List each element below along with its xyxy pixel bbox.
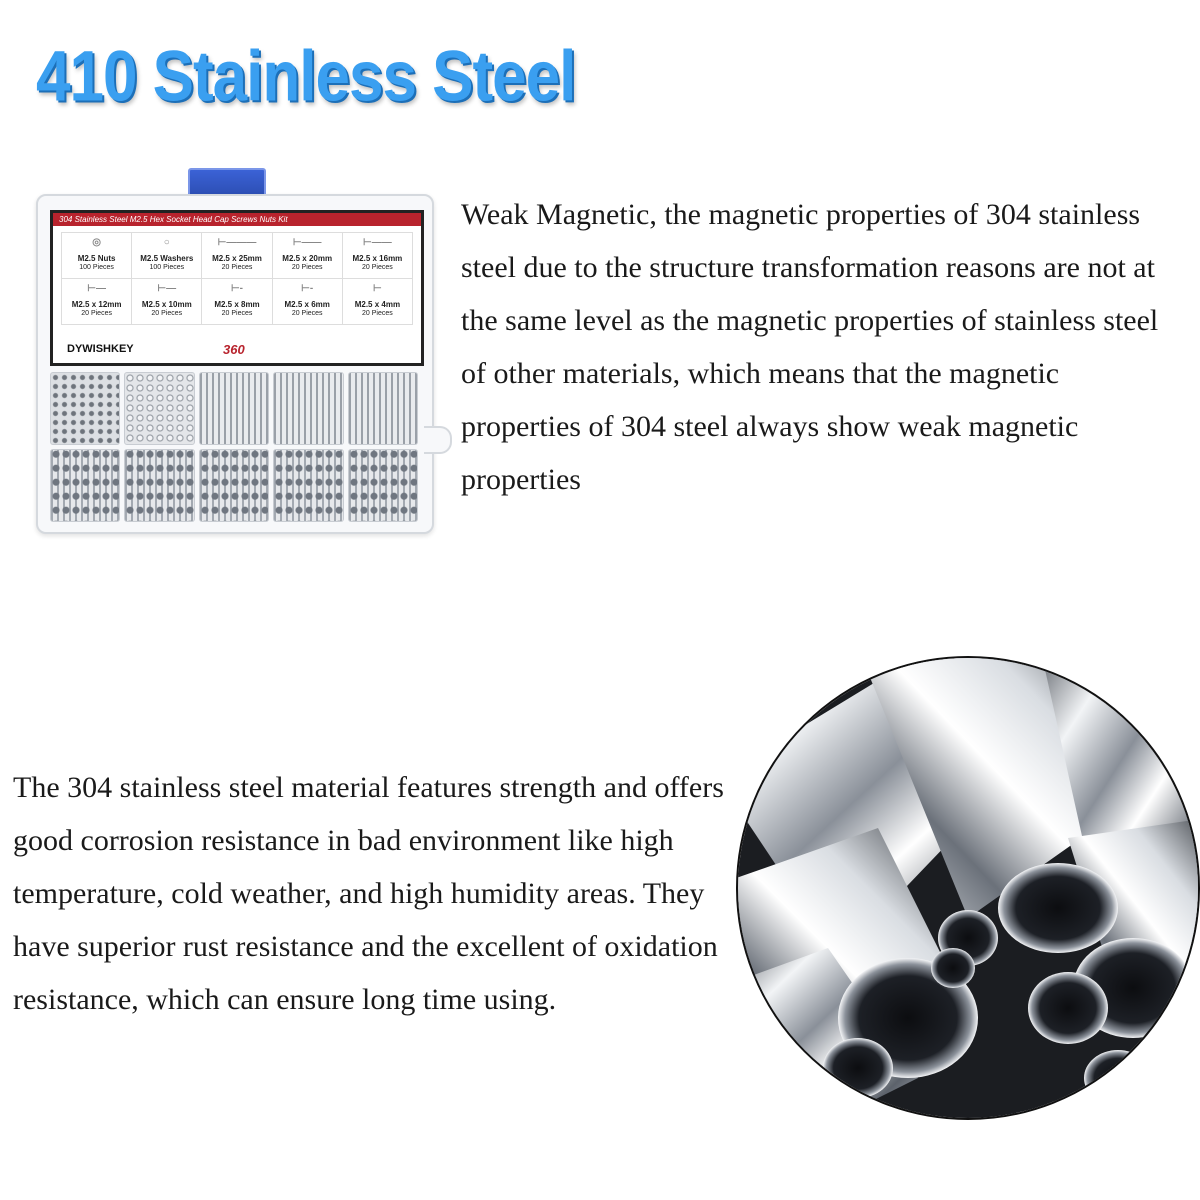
compartment <box>199 372 269 445</box>
brand-label: DYWISHKEY <box>67 343 134 355</box>
page-title: 410 Stainless Steel <box>36 37 576 117</box>
kit-item: ⊢— M2.5 x 12mm 20 Pieces <box>62 279 132 325</box>
kit-item-grid <box>61 232 413 325</box>
kit-label-header: 304 Stainless Steel M2.5 Hex Socket Head Cap Screws Nuts Kit <box>53 213 421 226</box>
screw-kit-box-image <box>36 168 436 533</box>
compartment <box>348 449 418 522</box>
box-body <box>36 194 434 534</box>
kit-label <box>50 210 424 366</box>
screw-icon: ⊢- <box>230 283 244 294</box>
screw-icon: ⊢— <box>87 283 106 294</box>
kit-item: ⊢- M2.5 x 8mm 20 Pieces <box>202 279 272 325</box>
compartment <box>124 372 194 445</box>
kit-item: ⊢ M2.5 x 4mm 20 Pieces <box>343 279 413 325</box>
steel-pipes-image <box>736 656 1200 1120</box>
compartment <box>50 449 120 522</box>
screw-icon: ⊢——— <box>217 237 257 248</box>
box-compartments <box>50 372 418 522</box>
kit-item: ○ M2.5 Washers 100 Pieces <box>132 233 202 279</box>
piece-count: 360 <box>223 342 245 357</box>
washer-icon: ○ <box>163 237 170 248</box>
kit-item: ⊢—— M2.5 x 20mm 20 Pieces <box>273 233 343 279</box>
steel-pipes-graphic <box>738 658 1198 1118</box>
kit-item: ⊢——— M2.5 x 25mm 20 Pieces <box>202 233 272 279</box>
magnetic-description: Weak Magnetic, the magnetic properties of 304 stainless steel due to the structure transformation reasons are not at the same level as the magnetic properties of stainless steel of other materials, which means that the magnetic properties of 304 steel always show weak magnetic properties <box>461 198 1159 496</box>
screw-icon: ⊢ <box>373 283 382 294</box>
screw-icon: ⊢- <box>301 283 314 294</box>
kit-item: ⊢- M2.5 x 6mm 20 Pieces <box>273 279 343 325</box>
compartment <box>273 449 343 522</box>
nut-icon: ◎ <box>92 237 101 248</box>
kit-item: ⊢—— M2.5 x 16mm 20 Pieces <box>343 233 413 279</box>
compartment <box>50 372 120 445</box>
compartment <box>199 449 269 522</box>
compartment <box>273 372 343 445</box>
screw-icon: ⊢— <box>157 283 177 294</box>
kit-item: ⊢— M2.5 x 10mm 20 Pieces <box>132 279 202 325</box>
screw-icon: ⊢—— <box>292 237 322 248</box>
screw-icon: ⊢—— <box>363 237 392 248</box>
compartment <box>348 372 418 445</box>
box-hang-tab <box>424 426 452 454</box>
kit-item: ◎ M2.5 Nuts 100 Pieces <box>62 233 132 279</box>
corrosion-description: The 304 stainless steel material features strength and offers good corrosion resistance in bad environment like high temperature, cold weather, and high humidity areas. They have superior rust resistance and the excellent of oxidation resistance, which can ensure long time using. <box>13 771 724 1016</box>
compartment <box>124 449 194 522</box>
